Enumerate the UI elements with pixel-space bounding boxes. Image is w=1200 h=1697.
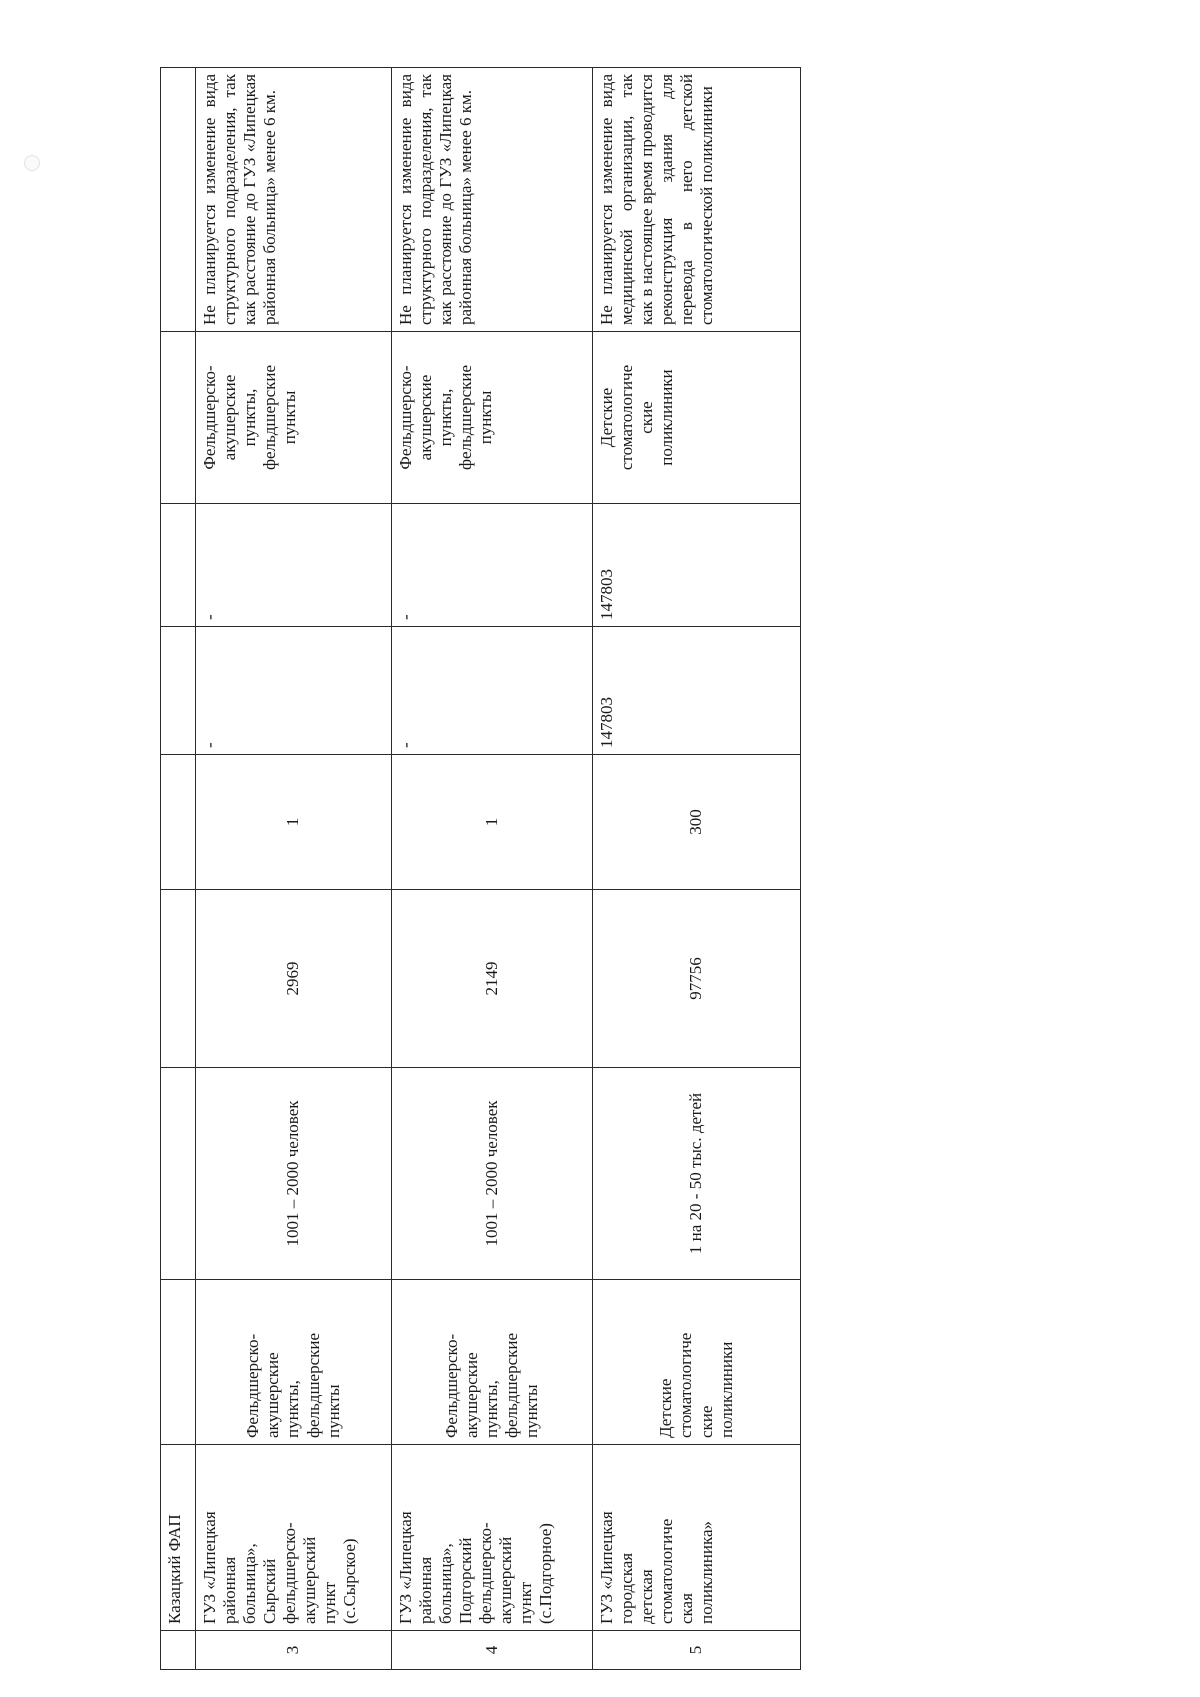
table-row [593,68,801,1670]
org-line: городская [617,1552,637,1624]
value-b-cell: - [392,504,593,627]
cell-a-top [161,627,196,755]
population-cell: 2969 [196,890,392,1068]
org-line: акушерский [496,1536,516,1624]
organization-cell [196,1445,392,1631]
type-line: акушерские [461,1352,481,1438]
org-line: Сырский [260,1558,280,1624]
org-line: детская [637,1569,657,1624]
org-line: ГУЗ «Липецкая [597,1511,616,1624]
type-line: пункты [522,1384,542,1438]
population-cell: 97756 [593,890,801,1068]
cell-type-top [161,1280,196,1445]
value-a-cell: - [392,627,593,755]
norm-cell: 1001 – 2000 человек [392,1068,593,1280]
org-line: ГУЗ «Липецкая [200,1511,219,1624]
recommended-type-cell [392,332,593,504]
rtype-line: Фельдшерско- [200,365,219,470]
rtype-line: фельдшерские [456,364,476,471]
rtype-line: Фельдшерско- [396,365,415,470]
value-a-cell: 147803 [593,627,801,755]
rtype-line: ские [637,401,657,434]
cell-num-top [161,1631,196,1670]
facility-type-cell [196,1280,392,1445]
recommended-type-cell [196,332,392,504]
rtype-line: стоматологиче [617,364,637,471]
cell-org-top: Казацкий ФАП [161,1445,196,1631]
rtype-line: пункты, [240,388,260,447]
rotated-table-container [160,68,800,1670]
org-line: (с.Подгорное) [536,1523,556,1624]
type-line: Фельдшерско- [243,1333,263,1438]
norm-cell: 1001 – 2000 человек [196,1068,392,1280]
cell-note-top [161,68,196,332]
row-number: 5 [593,1631,801,1670]
table-row [196,68,392,1670]
type-line: акушерские [263,1352,283,1438]
org-line: Подгорский [456,1537,476,1624]
count-cell: 1 [392,755,593,890]
rotated-page-area [160,68,800,1670]
facility-type-cell [392,1280,593,1445]
rtype-line: акушерские [416,374,436,461]
org-line: районная [416,1556,436,1624]
type-line: пункты, [481,1380,501,1438]
org-line: пункт [516,1581,536,1624]
org-line: больница», [436,1543,456,1624]
value-b-cell: - [196,504,392,627]
org-line: ская [677,1593,697,1624]
org-line: ГУЗ «Липецкая [396,1511,415,1624]
row-number: 3 [196,1631,392,1670]
population-cell: 2149 [392,890,593,1068]
table-row-top [161,68,196,1670]
count-cell: 300 [593,755,801,890]
cell-pop-top [161,890,196,1068]
value-a-cell: - [196,627,392,755]
rtype-line: Детские [597,387,616,448]
org-line: стоматологиче [657,1518,677,1624]
org-line: фельдшерско- [280,1522,300,1624]
type-line: фельдшерские [502,1332,522,1438]
cell-rtype-top [161,332,196,504]
rtype-line: пункты [280,390,300,445]
rtype-line: пункты [476,390,496,445]
org-line: районная [220,1556,240,1624]
note-cell: Не планируется изменение вида медицинской организации, так как в настоящее время проводится реконструкция здания для перевода в него детской стоматологической поликлиники [593,68,801,332]
table-row [392,68,593,1670]
type-line: стоматологиче [676,1332,696,1438]
organization-cell [392,1445,593,1631]
rtype-line: акушерские [220,374,240,461]
type-line: Фельдшерско- [441,1333,461,1438]
type-line: поликлиники [716,1341,736,1438]
org-line: фельдшерско- [476,1522,496,1624]
type-line: ские [696,1405,716,1438]
norm-cell: 1 на 20 - 50 тыс. детей [593,1068,801,1280]
rtype-line: поликлиники [657,369,677,466]
type-line: фельдшерские [303,1332,323,1438]
type-line: пункты [323,1384,343,1438]
recommended-type-cell [593,332,801,504]
cell-norm-top [161,1068,196,1280]
facility-table [160,67,801,1670]
binder-hole-mark [24,155,40,171]
type-line: Детские [656,1378,676,1438]
org-line: поликлиника» [697,1520,717,1624]
type-line: пункты, [283,1380,303,1438]
value-b-cell: 147803 [593,504,801,627]
org-line: пункт [320,1581,340,1624]
rtype-line: пункты, [436,388,456,447]
org-line: акушерский [300,1536,320,1624]
cell-b-top [161,504,196,627]
rtype-line: фельдшерские [260,364,280,471]
count-cell: 1 [196,755,392,890]
org-line: больница», [240,1543,260,1624]
note-cell: Не планируется изменение вида структурного подразделения, так как расстояние до ГУЗ «Липецкая районная больница» менее 6 км. [392,68,593,332]
org-line: (с.Сырское) [340,1538,360,1624]
organization-cell [593,1445,801,1631]
row-number: 4 [392,1631,593,1670]
facility-type-cell [593,1280,801,1445]
note-cell: Не планируется изменение вида структурного подразделения, так как расстояние до ГУЗ «Липецкая районная больница» менее 6 км. [196,68,392,332]
cell-count-top [161,755,196,890]
